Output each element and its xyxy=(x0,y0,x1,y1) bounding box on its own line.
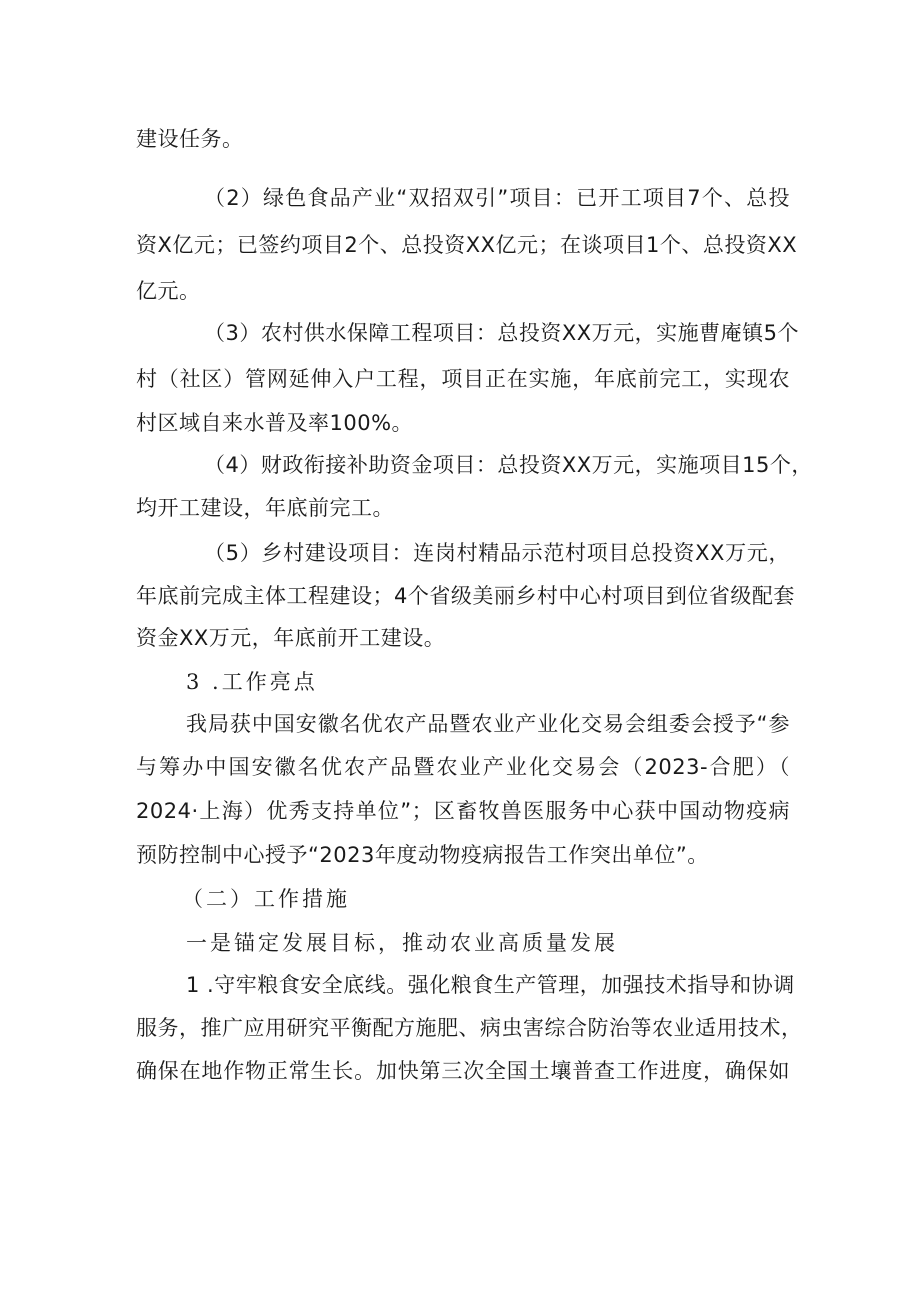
text-line: 确保在地作物正常生长。加快第三次全国土壤普查工作进度，确保如 xyxy=(136,1059,790,1083)
text-line: （4）财政衔接补助资金项目：总投资XX万元，实施项目15个， xyxy=(204,453,813,477)
text-line: （2）绿色食品产业“双招双引”项目：已开工项目7个、总投 xyxy=(204,186,790,210)
text-line: （5）乡村建设项目：连岗村精品示范村项目总投资XX万元， xyxy=(204,541,790,565)
text-line: 均开工建设，年底前完工。 xyxy=(136,496,394,520)
text-line: 村区域自来水普及率100%。 xyxy=(136,411,414,435)
text-line: 我局获中国安徽名优农产品暨农业产业化交易会组委会授予“参 xyxy=(186,712,790,736)
text-line: 资X亿元；已签约项目2个、总投资XX亿元；在谈项目1个、总投资XX xyxy=(136,233,798,257)
text-line: （3）农村供水保障工程项目：总投资XX万元，实施曹庵镇5个 xyxy=(204,321,799,345)
text-line: 村（社区）管网延伸入户工程，项目正在实施，年底前完工，实现农 xyxy=(136,367,790,391)
section-heading: （二）工作措施 xyxy=(182,887,350,911)
text-line: 预防控制中心授予“2023年度动物疫病报告工作突出单位”。 xyxy=(136,843,709,867)
text-line: 服务，推广应用研究平衡配方施肥、病虫害综合防治等农业适用技术， xyxy=(136,1016,803,1040)
section-heading: 3 .工作亮点 xyxy=(186,670,318,694)
text-line: 亿元。 xyxy=(136,279,201,303)
text-line: 1 .守牢粮食安全底线。强化粮食生产管理，加强技术指导和协调 xyxy=(186,973,795,997)
text-line: 年底前完成主体工程建设；4个省级美丽乡村中心村项目到位省级配套 xyxy=(136,584,795,608)
text-line: 2024·上海）优秀支持单位”；区畜牧兽医服务中心获中国动物疫病 xyxy=(136,799,790,823)
text-line: 与筹办中国安徽名优农产品暨农业产业化交易会（2023-合肥）（ xyxy=(136,755,790,779)
subsection-heading: 一是锚定发展目标，推动农业高质量发展 xyxy=(186,931,618,955)
text-line: 资金XX万元，年底前开工建设。 xyxy=(136,626,446,650)
text-line: 建设任务。 xyxy=(136,127,244,151)
